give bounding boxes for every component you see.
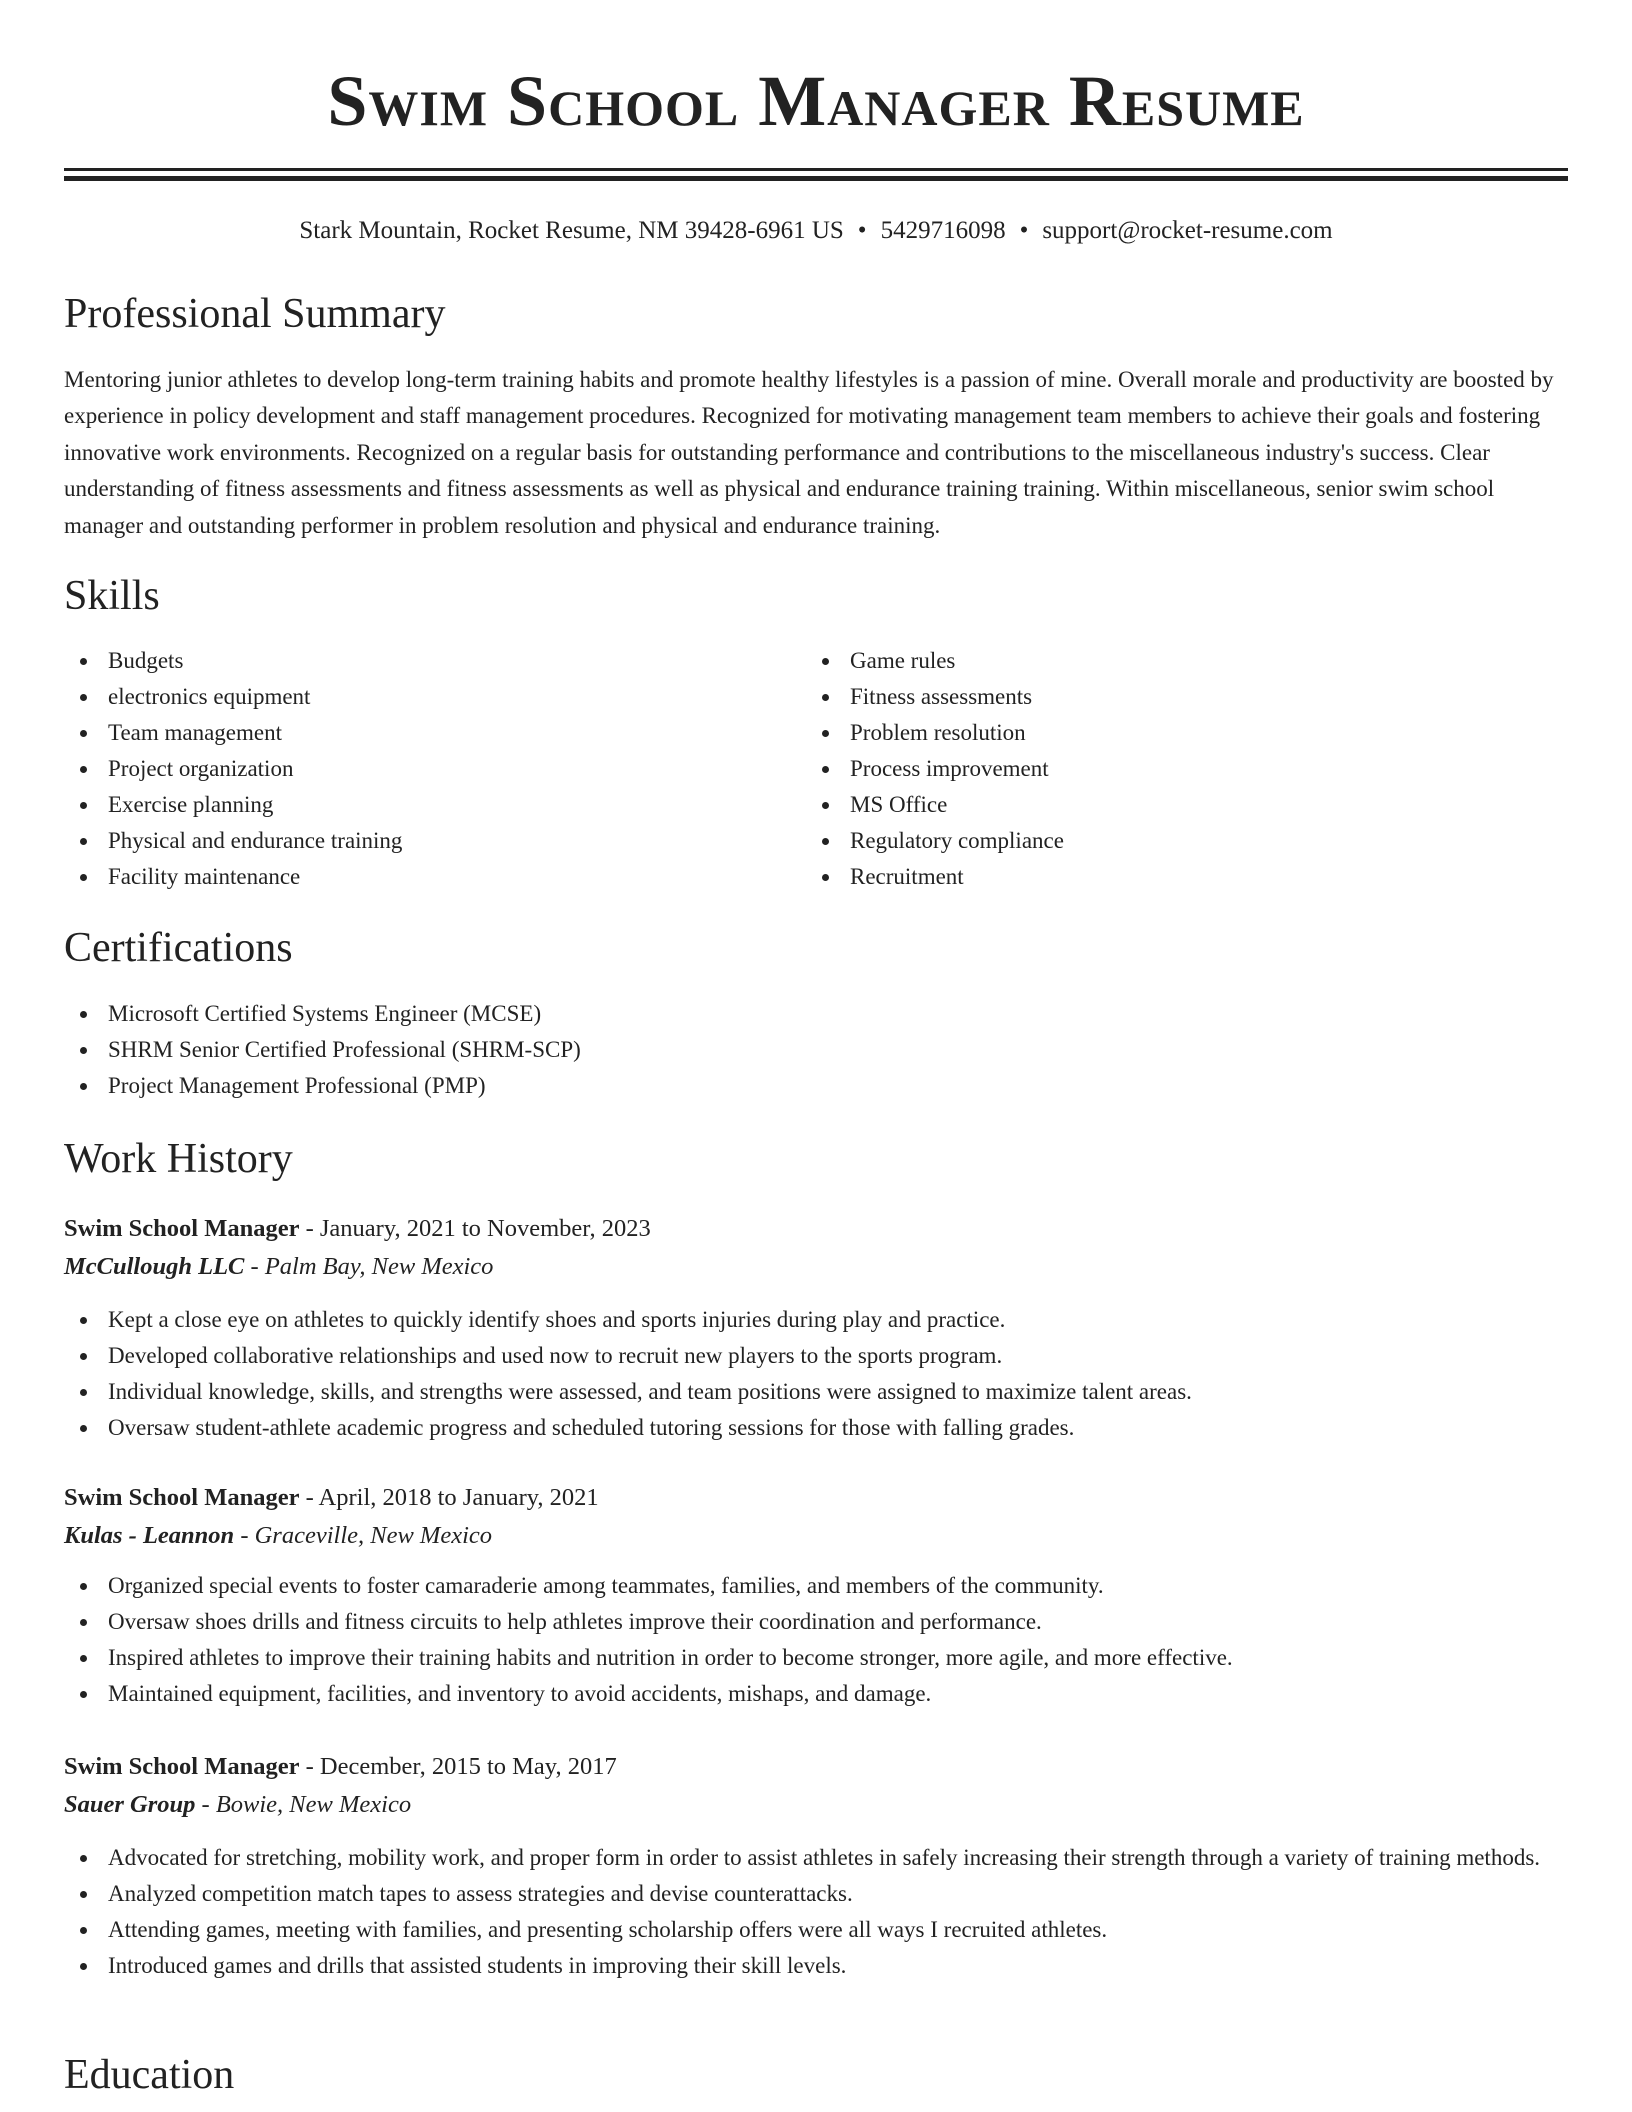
job-bullet: Individual knowledge, skills, and strengths were assessed, and team positions were assigned to maximize talent areas. bbox=[64, 1374, 1568, 1410]
job-location: Palm Bay, New Mexico bbox=[264, 1253, 494, 1280]
job-bullet: Advocated for stretching, mobility work, and proper form in order to assist athletes in safely increasing their strength through a variety of training methods. bbox=[64, 1840, 1568, 1876]
skill-item: Physical and endurance training bbox=[64, 823, 764, 859]
job-bullet: Kept a close eye on athletes to quickly identify shoes and sports injuries during play and practice. bbox=[64, 1302, 1568, 1338]
summary-heading: Professional Summary bbox=[64, 291, 446, 337]
contact-separator: • bbox=[1019, 217, 1029, 244]
job-title: Swim School Manager bbox=[64, 1215, 300, 1242]
job-title: Swim School Manager bbox=[64, 1753, 300, 1780]
job-title: Swim School Manager bbox=[64, 1484, 300, 1511]
contact-phone: 5429716098 bbox=[880, 217, 1006, 244]
certification-item: Project Management Professional (PMP) bbox=[64, 1068, 1504, 1104]
education-heading: Education bbox=[64, 2052, 235, 2098]
job-company: Sauer Group bbox=[64, 1791, 196, 1818]
contact-line bbox=[64, 216, 1568, 246]
job-company-line: Sauer Group - Bowie, New Mexico bbox=[64, 1791, 412, 1818]
certification-item: SHRM Senior Certified Professional (SHRM-SCP) bbox=[64, 1032, 1504, 1068]
job-title-line: Swim School Manager - December, 2015 to May, 2017 bbox=[64, 1753, 617, 1780]
job-bullets bbox=[64, 1302, 1568, 1446]
job-bullets bbox=[64, 1840, 1568, 1984]
skill-item: Project organization bbox=[64, 751, 764, 787]
skills-heading: Skills bbox=[64, 573, 160, 619]
job-title-line: Swim School Manager - January, 2021 to November, 2023 bbox=[64, 1215, 651, 1242]
job-dates: January, 2021 to November, 2023 bbox=[319, 1215, 651, 1242]
resume-title: Swim School Manager Resume bbox=[327, 61, 1305, 141]
skill-item: electronics equipment bbox=[64, 679, 764, 715]
job-location: Bowie, New Mexico bbox=[215, 1791, 412, 1818]
skills-list-left bbox=[64, 643, 764, 895]
contact-address: Stark Mountain, Rocket Resume, NM 39428-6961 US bbox=[299, 217, 844, 244]
certifications-heading: Certifications bbox=[64, 925, 293, 971]
job-bullet: Introduced games and drills that assisted students in improving their skill levels. bbox=[64, 1948, 1568, 1984]
skill-item: MS Office bbox=[806, 787, 1506, 823]
skill-item: Game rules bbox=[806, 643, 1506, 679]
job-bullet: Maintained equipment, facilities, and inventory to avoid accidents, mishaps, and damage. bbox=[64, 1676, 1568, 1712]
title-divider-thick bbox=[64, 176, 1568, 181]
job-dates: December, 2015 to May, 2017 bbox=[319, 1753, 617, 1780]
certification-item: Microsoft Certified Systems Engineer (MCSE) bbox=[64, 996, 1504, 1032]
title-divider-thin bbox=[64, 168, 1568, 171]
job-bullet: Oversaw shoes drills and fitness circuits to help athletes improve their coordination and performance. bbox=[64, 1604, 1568, 1640]
skill-item: Problem resolution bbox=[806, 715, 1506, 751]
job-location: Graceville, New Mexico bbox=[254, 1522, 493, 1549]
job-company: Kulas - Leannon bbox=[64, 1522, 235, 1549]
summary-text: Mentoring junior athletes to develop long-term training habits and promote healthy lifestyles is a passion of mine. Overall morale and productivity are boosted by experience in policy development and staff management procedures. Recognized for motivating management team members to achieve their goals and fostering innovative work environments. Recognized on a regular basis for outstanding performance and contributions to the miscellaneous industry's success. Clear understanding of fitness assessments and fitness assessments as well as physical and endurance training training. Within miscellaneous, senior swim school manager and outstanding performer in problem resolution and physical and endurance training. bbox=[64, 367, 1554, 538]
job-bullet: Inspired athletes to improve their training habits and nutrition in order to become stronger, more agile, and more effective. bbox=[64, 1640, 1568, 1676]
work-history-heading: Work History bbox=[64, 1136, 293, 1182]
job-title-line: Swim School Manager - April, 2018 to January, 2021 bbox=[64, 1484, 599, 1511]
skill-item: Team management bbox=[64, 715, 764, 751]
skill-item: Facility maintenance bbox=[64, 859, 764, 895]
skill-item: Recruitment bbox=[806, 859, 1506, 895]
contact-email: support@rocket-resume.com bbox=[1042, 217, 1333, 244]
job-company-line: Kulas - Leannon - Graceville, New Mexico bbox=[64, 1522, 493, 1549]
contact-separator: • bbox=[857, 217, 867, 244]
job-company: McCullough LLC bbox=[64, 1253, 245, 1280]
job-bullet: Developed collaborative relationships and used now to recruit new players to the sports program. bbox=[64, 1338, 1568, 1374]
job-bullets bbox=[64, 1568, 1568, 1712]
job-bullet: Analyzed competition match tapes to assess strategies and devise counterattacks. bbox=[64, 1876, 1568, 1912]
skill-item: Budgets bbox=[64, 643, 764, 679]
skill-item: Process improvement bbox=[806, 751, 1506, 787]
skill-item: Regulatory compliance bbox=[806, 823, 1506, 859]
job-bullet: Oversaw student-athlete academic progress and scheduled tutoring sessions for those with falling grades. bbox=[64, 1410, 1568, 1446]
skill-item: Fitness assessments bbox=[806, 679, 1506, 715]
certifications-list bbox=[64, 996, 1504, 1104]
job-bullet: Attending games, meeting with families, and presenting scholarship offers were all ways I recruited athletes. bbox=[64, 1912, 1568, 1948]
skills-list-right bbox=[806, 643, 1506, 895]
job-company-line: McCullough LLC - Palm Bay, New Mexico bbox=[64, 1253, 494, 1280]
job-bullet: Organized special events to foster camaraderie among teammates, families, and members of the community. bbox=[64, 1568, 1568, 1604]
skill-item: Exercise planning bbox=[64, 787, 764, 823]
job-dates: April, 2018 to January, 2021 bbox=[318, 1484, 599, 1511]
